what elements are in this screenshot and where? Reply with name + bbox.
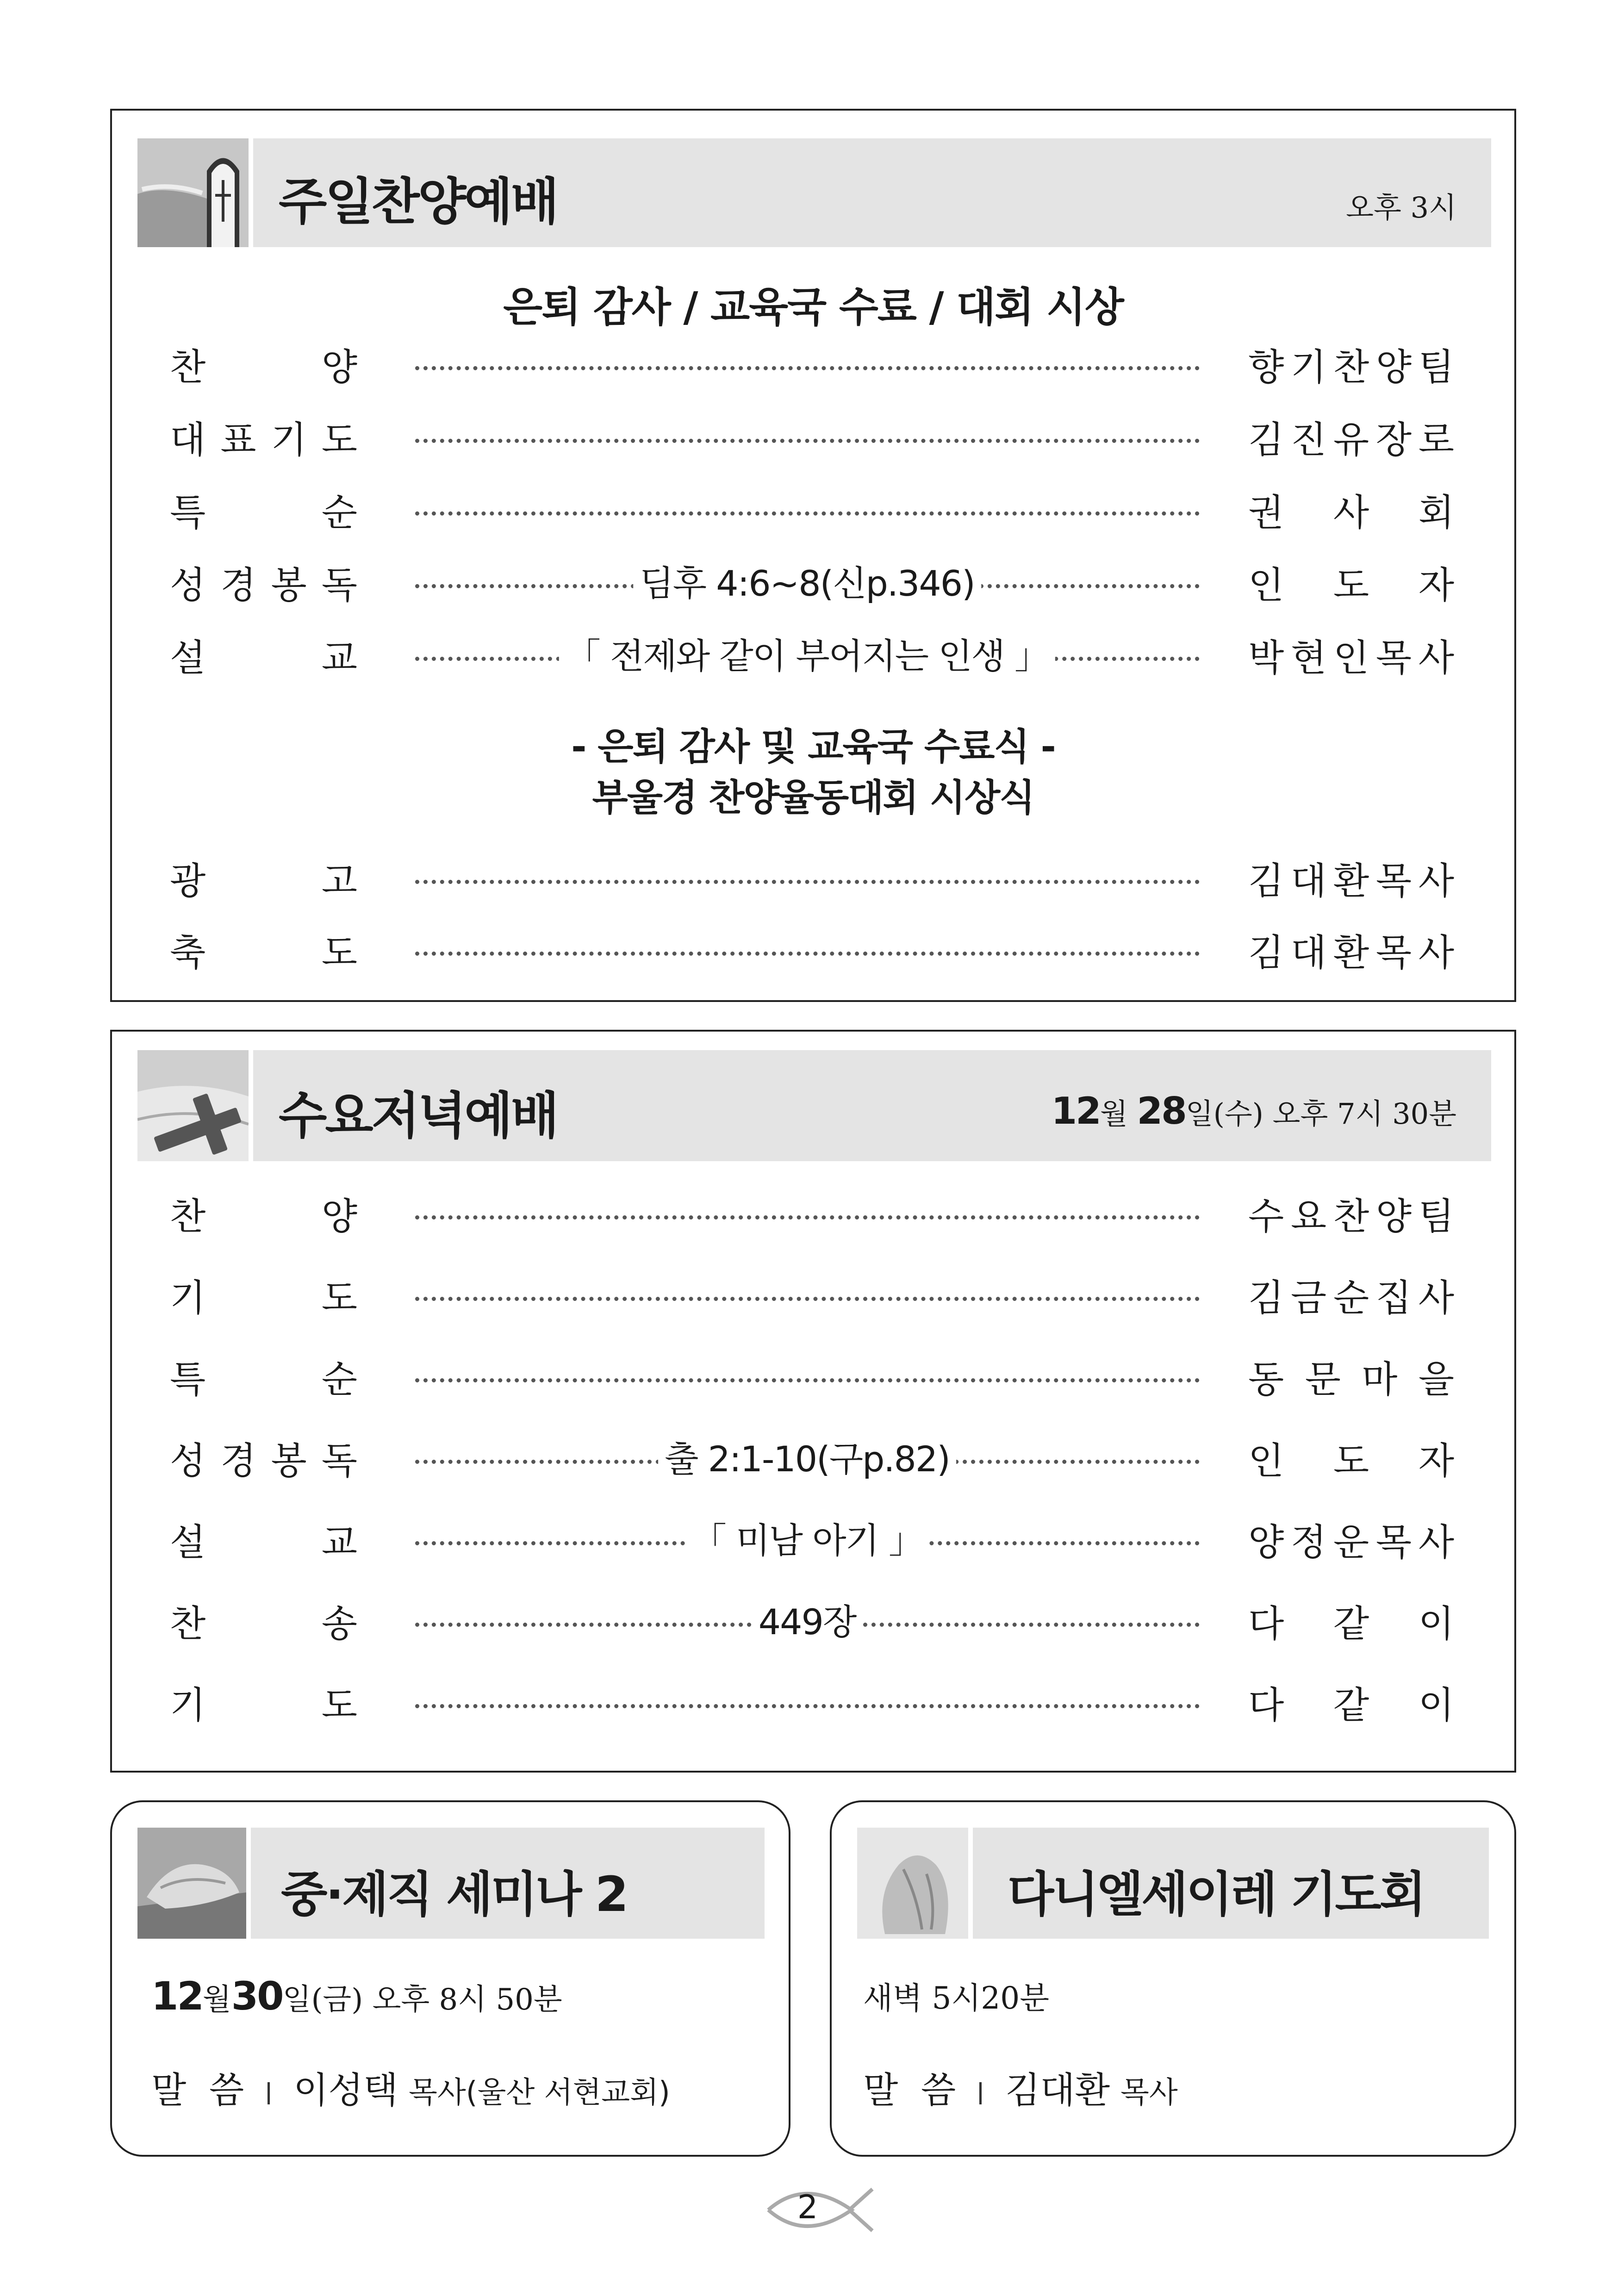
daniel-title: 다니엘세이레 기도회 [1008,1866,1425,1923]
seminar-title: 중·제직 세미나 2 [281,1866,627,1923]
order-content: 「 미남 아기 」 [685,1512,929,1563]
seminar-speaker-label: 말 씀 [151,2070,244,2111]
wednesday-title: 수요저녁예배 [279,1087,557,1145]
label-char: 도 [321,1684,357,1727]
person-char: 환 [1333,931,1369,974]
person-char: 도 [1333,564,1369,607]
dotted-leader [415,1704,1200,1708]
dotted-leader [415,1297,1200,1301]
order-person [1248,410,1454,463]
person-char: 목 [1375,636,1412,679]
order-person [1248,1675,1454,1729]
person-char: 팀 [1418,346,1454,389]
seminar-speaker-name: 이성택 [293,2070,398,2111]
order-content: 「 전제와 같이 부어지는 인생 」 [559,628,1055,678]
daniel-speaker [863,2061,1178,2113]
daniel-prayer-box [830,1800,1516,2157]
order-content: 딤후 4:6~8(신p.346) [633,555,981,606]
label-char: 도 [321,1276,357,1319]
page-number: 2 [797,2188,818,2226]
label-char: 교 [321,1521,357,1564]
person-char: 사 [1418,931,1454,974]
wednesday-time [1052,1089,1456,1132]
dotted-leader [415,880,1200,884]
label-char: 성 [170,564,206,607]
label-char: 축 [170,931,206,974]
label-char: 고 [321,859,357,902]
order-row [112,1350,1514,1400]
label-char: 성 [170,1439,206,1482]
label-char: 봉 [271,564,307,607]
person-char: 목 [1375,859,1412,902]
wednesday-month-unit: 월 [1100,1097,1128,1131]
divider-bar [979,2082,982,2104]
daniel-speaker-title: 목사 [1120,2076,1178,2110]
label-char: 특 [170,491,206,534]
person-char: 도 [1333,1439,1369,1482]
person-char: 대 [1290,859,1327,902]
church-window-photo [137,138,249,247]
person-char: 수 [1248,1195,1284,1238]
label-char: 양 [321,1195,357,1238]
person-char: 집 [1375,1276,1412,1319]
label-char: 설 [170,636,206,679]
person-char: 양 [1248,1521,1284,1564]
person-char: 금 [1290,1276,1327,1319]
person-char: 사 [1418,1276,1454,1319]
label-char: 독 [321,564,357,607]
seminar-speaker [151,2061,670,2113]
order-row [112,851,1514,902]
order-row [112,1268,1514,1319]
dotted-leader [415,1378,1200,1382]
order-person [1248,337,1454,391]
seminar-month-unit: 월 [202,1983,231,2017]
label-char: 특 [170,1358,206,1401]
wednesday-month: 12 [1051,1089,1100,1132]
seminar-day: 30 [231,1973,283,2019]
seminar-date-rest: 일(금) 오후 8시 50분 [282,1983,562,2017]
person-char: 박 [1248,636,1284,679]
person-char: 진 [1290,418,1327,461]
label-char: 기 [170,1684,206,1727]
order-person [1248,1187,1454,1240]
order-label [170,628,357,681]
person-char: 자 [1418,1439,1454,1482]
person-char: 권 [1248,491,1284,534]
order-row [112,1187,1514,1238]
person-char: 자 [1418,564,1454,607]
label-char: 경 [220,564,256,607]
order-label [170,555,357,609]
person-char: 양 [1375,346,1412,389]
order-person [1248,483,1454,536]
daniel-speaker-label: 말 씀 [863,2070,956,2111]
person-char: 마 [1362,1358,1398,1401]
order-row [112,1512,1514,1563]
bible-cross-photo [137,1050,249,1161]
order-label [170,1187,357,1240]
person-char: 대 [1290,931,1327,974]
person-char: 찬 [1333,1195,1369,1238]
person-char: 다 [1248,1684,1284,1727]
person-char: 김 [1248,1276,1284,1319]
order-label [170,1350,357,1403]
person-char: 사 [1418,636,1454,679]
person-char: 다 [1248,1602,1284,1645]
person-char: 목 [1375,931,1412,974]
person-char: 인 [1248,1439,1284,1482]
person-char: 김 [1248,931,1284,974]
wednesday-day: 28 [1137,1089,1186,1132]
divider-bar [268,2082,270,2104]
order-label [170,1431,357,1484]
page-number-fish [759,2175,879,2245]
dotted-leader [415,366,1200,370]
dotted-leader [415,511,1200,516]
person-char: 김 [1248,859,1284,902]
person-char: 목 [1375,1521,1412,1564]
person-char: 현 [1290,636,1327,679]
label-char: 도 [321,931,357,974]
label-char: 대 [170,418,206,461]
person-char: 기 [1290,346,1327,389]
label-char: 순 [321,491,357,534]
person-char: 같 [1333,1684,1369,1727]
order-label [170,483,357,536]
order-row [112,337,1514,388]
person-char: 인 [1333,636,1369,679]
wednesday-day-rest: 일(수) 오후 7시 30분 [1185,1097,1456,1131]
order-content: 출 2:1-10(구p.82) [658,1431,956,1481]
order-person [1248,1512,1454,1566]
order-row [112,410,1514,461]
label-char: 경 [220,1439,256,1482]
label-char: 봉 [271,1439,307,1482]
wednesday-service-box [110,1030,1516,1773]
person-char: 사 [1418,859,1454,902]
person-char: 요 [1290,1195,1327,1238]
person-char: 정 [1290,1521,1327,1564]
sunday-service-box [110,109,1516,1002]
order-label [170,1512,357,1566]
person-char: 이 [1418,1602,1454,1645]
person-char: 순 [1333,1276,1369,1319]
order-person [1248,1594,1454,1647]
order-row [112,628,1514,679]
sunday-subtitle: 은퇴 감사 / 교육국 수료 / 대회 시상 [503,283,1123,331]
person-char: 문 [1305,1358,1341,1401]
order-row [112,1431,1514,1482]
label-char: 기 [271,418,307,461]
label-char: 순 [321,1358,357,1401]
person-char: 회 [1418,491,1454,534]
sunday-notice-line1: - 은퇴 감사 및 교육국 수료식 - [571,725,1055,768]
order-person [1248,851,1454,904]
person-char: 장 [1375,418,1412,461]
order-person [1248,923,1454,976]
order-person [1248,555,1454,609]
order-content: 449장 [752,1594,862,1644]
label-char: 독 [321,1439,357,1482]
person-char: 사 [1333,491,1369,534]
person-char: 동 [1248,1358,1284,1401]
order-person [1248,1268,1454,1321]
label-char: 도 [321,418,357,461]
order-person [1248,1350,1454,1403]
order-label [170,410,357,463]
label-char: 양 [321,346,357,389]
label-char: 기 [170,1276,206,1319]
label-char: 설 [170,1521,206,1564]
person-char: 같 [1333,1602,1369,1645]
order-row [112,1675,1514,1726]
dotted-leader [415,952,1200,956]
seminar-date [151,1973,562,2019]
person-char: 유 [1333,418,1369,461]
seminar-box [110,1800,790,2157]
person-char: 향 [1248,346,1284,389]
sunday-title: 주일찬양예배 [279,173,557,231]
label-char: 교 [321,636,357,679]
order-row [112,555,1514,606]
sunday-notice-line2: 부울경 찬양율동대회 시상식 [592,776,1034,819]
order-row [112,923,1514,974]
order-label [170,1268,357,1321]
folded-hands-photo [857,1828,968,1939]
label-char: 찬 [170,1195,206,1238]
label-char: 찬 [170,346,206,389]
seminar-speaker-title: 목사(울산 서현교회) [409,2076,670,2110]
daniel-time: 새벽 5시20분 [863,1980,1049,2016]
dotted-leader [415,439,1200,443]
label-char: 송 [321,1602,357,1645]
order-row [112,1594,1514,1645]
person-char: 사 [1418,1521,1454,1564]
order-person [1248,628,1454,681]
person-char: 찬 [1333,346,1369,389]
daniel-speaker-name: 김대환 [1005,2070,1110,2111]
order-person [1248,1431,1454,1484]
person-char: 이 [1418,1684,1454,1727]
person-char: 을 [1418,1358,1454,1401]
person-char: 환 [1333,859,1369,902]
order-label [170,1594,357,1647]
seminar-month: 12 [151,1973,203,2019]
order-label [170,1675,357,1729]
person-char: 운 [1333,1521,1369,1564]
order-row [112,483,1514,534]
person-char: 팀 [1418,1195,1454,1238]
order-label [170,923,357,976]
person-char: 양 [1375,1195,1412,1238]
order-label [170,851,357,904]
order-label [170,337,357,391]
label-char: 찬 [170,1602,206,1645]
label-char: 광 [170,859,206,902]
person-char: 김 [1248,418,1284,461]
sunday-time: 오후 3시 [1346,191,1456,224]
person-char: 인 [1248,564,1284,607]
person-char: 로 [1418,418,1454,461]
dotted-leader [415,1215,1200,1220]
label-char: 표 [220,418,256,461]
praying-hands-photo [137,1828,246,1939]
